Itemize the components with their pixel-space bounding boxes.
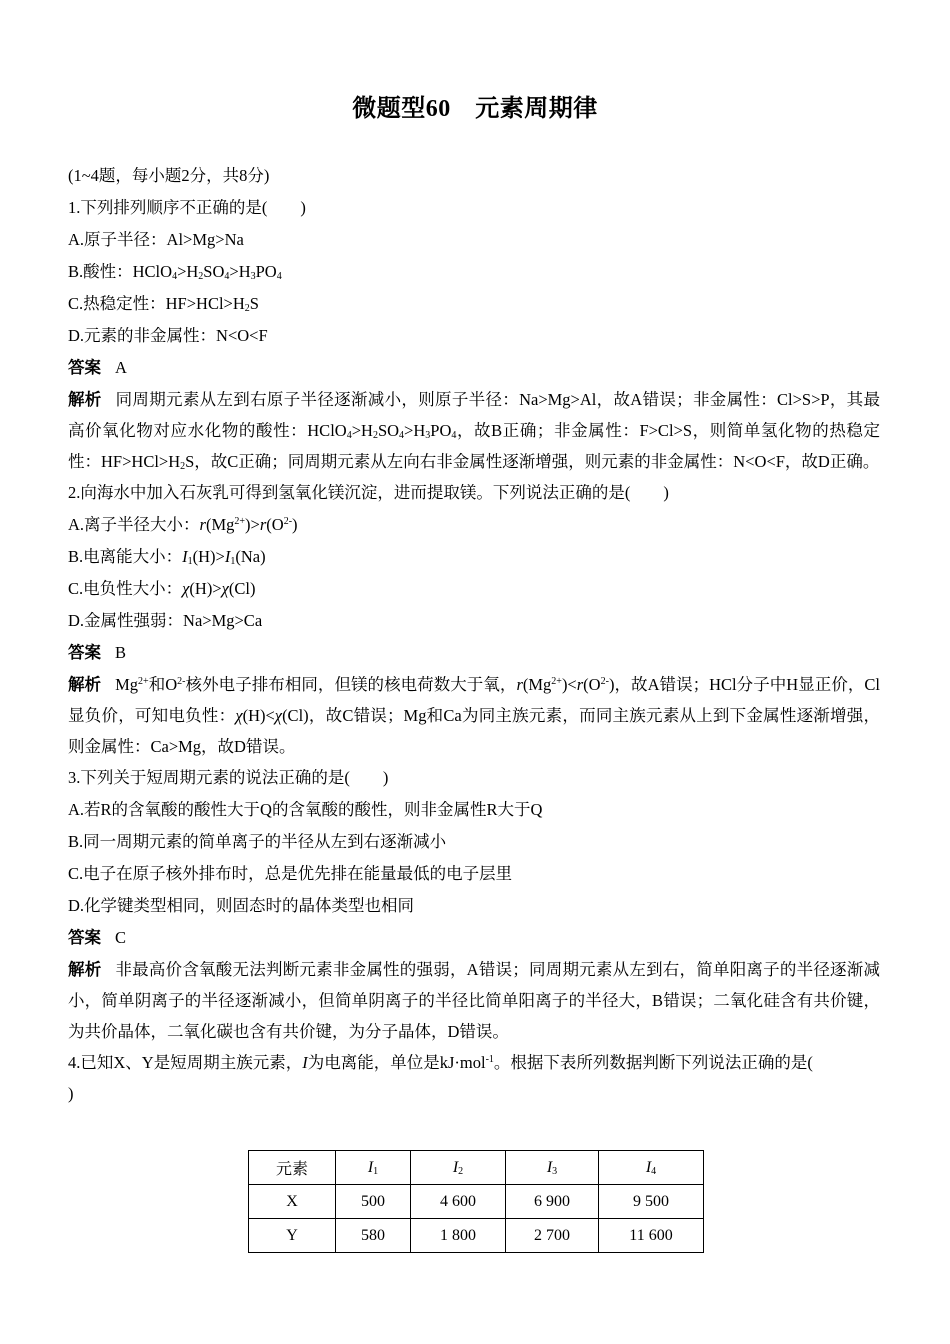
table-cell: 11 600 — [599, 1219, 704, 1253]
q2-option-a: A.离子半径大小：$r(Mg^{2+})>r(O^{2-})$ — [68, 515, 298, 534]
q3-option-d: D.化学键类型相同，则固态时的晶体类型也相同 — [68, 896, 415, 915]
table-row — [249, 1185, 704, 1219]
q1-analysis: 解析 同周期元素从左到右原子半径逐渐减小，则原子半径：Na>Mg>Al，故A错误；非金属性：Cl>S>P，其最高价氧化物对应水化物的酸性：$HClO_4>H_2SO_4>H_3PO_4$，故B正确；非金属性：F>Cl>S，则简单氢化物的热稳定性：$HF>HCl>H_2S$，故C正确；同周期元素从左向右非金属性逐渐增强，则元素的非金属性：N<O<F，故D正确。 — [68, 390, 881, 472]
table-cell: X — [249, 1185, 336, 1219]
q1-option-d: D.元素的非金属性：N<O<F — [68, 326, 268, 345]
q3-option-a: A.若R的含氧酸的酸性大于Q的含氧酸的酸性，则非金属性R大于Q — [68, 800, 543, 819]
table-cell: 1 800 — [411, 1219, 506, 1253]
table-cell: Y — [249, 1219, 336, 1253]
q1-option-a: A.原子半径：Al>Mg>Na — [68, 230, 244, 249]
table-row — [249, 1219, 704, 1253]
table-cell: 580 — [336, 1219, 411, 1253]
table-cell: 2 700 — [506, 1219, 599, 1253]
intro-note: (1~4题，每小题2分，共8分) — [68, 166, 270, 185]
q3-option-b: B.同一周期元素的简单离子的半径从左到右逐渐减小 — [68, 832, 447, 851]
q1-option-b: B.酸性：$HClO_4>H_2SO_4>H_3PO_4$ — [68, 262, 282, 282]
q3-stem: 3.下列关于短周期元素的说法正确的是( ) — [68, 768, 389, 787]
table-cell: 9 500 — [599, 1185, 704, 1219]
q4-stem: 4.已知X、Y是短周期主族元素，I为电离能，单位是kJ·mol$^{-1}$。根据下表所列数据判断下列说法正确的是( ) — [68, 1053, 813, 1103]
q2-answer: 答案 B — [68, 643, 127, 662]
q2-stem: 2.向海水中加入石灰乳可得到氢氧化镁沉淀，进而提取镁。下列说法正确的是( ) — [68, 483, 669, 502]
q3-option-c: C.电子在原子核外排布时，总是优先排在能量最低的电子层里 — [68, 864, 513, 883]
table-header-cell: $I_2$ — [411, 1151, 506, 1185]
page-title: 微题型60 元素周期律 — [352, 96, 598, 122]
table-header-row — [249, 1151, 704, 1185]
document-body — [68, 160, 880, 1109]
q3-analysis: 解析 非最高价含氧酸无法判断元素非金属性的强弱，A错误；同周期元素从左到右，简单阳离子的半径逐渐减小，简单阴离子的半径逐渐减小，但简单阴离子的半径比简单阳离子的半径大，B错误；二氧化硅含有共价键，为共价晶体，二氧化碳也含有共价键，为分子晶体，D错误。 — [68, 960, 880, 1041]
ionization-energy-table — [248, 1150, 704, 1253]
table-header-cell: $I_1$ — [336, 1151, 411, 1185]
table-header-cell: 元素 — [249, 1151, 336, 1185]
q2-option-b: B.电离能大小：$I_1(H)>I_1(Na)$ — [68, 547, 266, 567]
table-cell: 6 900 — [506, 1185, 599, 1219]
q2-analysis: 解析 $Mg^{2+}$和$O^{2-}$核外电子排布相同，但镁的核电荷数大于氧，$r(Mg^{2+})<r(O^{2-})$，故A错误；HCl分子中H显正价，Cl显负价，可知电负性：χ(H)<χ(Cl)，故C错误；Mg和Ca为同主族元素，而同主族元素从上到下金属性逐渐增强，则金属性：Ca>Mg，故D错误。 — [68, 675, 881, 756]
q2-option-c: C.电负性大小：χ(H)>χ(Cl) — [68, 579, 256, 598]
table-header-cell: $I_3$ — [506, 1151, 599, 1185]
q1-stem: 1.下列排列顺序不正确的是( ) — [68, 198, 306, 217]
table-cell: 4 600 — [411, 1185, 506, 1219]
q2-option-d: D.金属性强弱：Na>Mg>Ca — [68, 611, 263, 630]
q1-option-c: C.热稳定性：$HF>HCl>H_2S$ — [68, 294, 259, 314]
q3-answer: 答案 C — [68, 928, 127, 947]
q1-answer: 答案 A — [68, 358, 127, 377]
table-header-cell: $I_4$ — [599, 1151, 704, 1185]
table-cell: 500 — [336, 1185, 411, 1219]
